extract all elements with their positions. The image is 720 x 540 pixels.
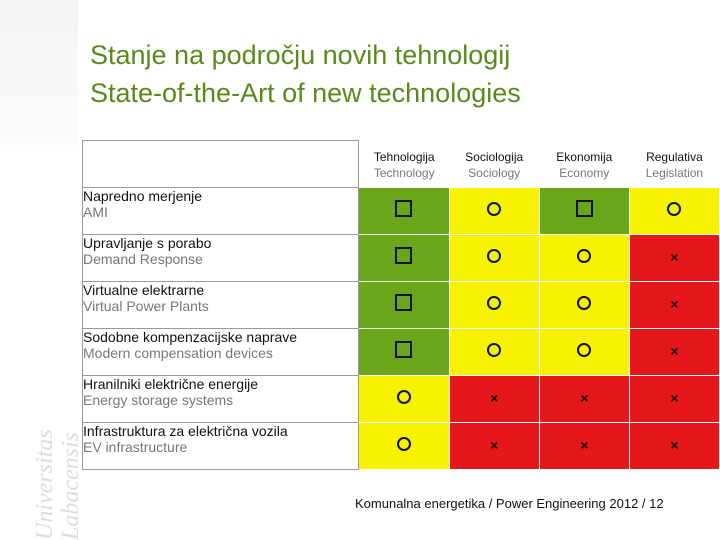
row-header-sl: Infrastruktura za električna vozila	[83, 423, 288, 439]
status-cell-yellow	[359, 423, 449, 470]
column-header	[539, 141, 629, 188]
column-header-en: Technology	[373, 165, 435, 180]
status-cell-yellow	[359, 376, 449, 423]
column-header-sl: Sociologija	[465, 149, 524, 164]
row-header-en: Energy storage systems	[83, 392, 234, 408]
status-cell-yellow	[449, 282, 539, 329]
cross-icon: ×	[490, 437, 499, 453]
column-header-en: Sociology	[468, 165, 521, 180]
row-header-sl: Sodobne kompenzacijske naprave	[83, 329, 298, 345]
status-cell-red	[539, 376, 629, 423]
cross-icon: ×	[490, 390, 499, 406]
column-header-sl: Regulativa	[646, 149, 703, 164]
circle-icon	[487, 249, 501, 263]
slide-title	[90, 36, 521, 112]
column-header-sl: Tehnologija	[373, 149, 435, 164]
status-cell-yellow	[449, 235, 539, 282]
university-wordmark	[32, 430, 82, 540]
cross-icon: ×	[580, 437, 589, 453]
row-header-en: EV infrastructure	[83, 439, 188, 455]
row-header-sl: Hranilniki električne energije	[83, 376, 259, 392]
column-header	[359, 141, 449, 188]
circle-icon	[487, 296, 501, 310]
square-icon	[395, 341, 412, 358]
cross-icon: ×	[670, 437, 679, 453]
cross-icon: ×	[670, 249, 679, 265]
row-header-sl: Napredno merjenje	[83, 188, 203, 204]
status-cell-red	[449, 423, 539, 470]
row-header	[83, 423, 359, 470]
status-cell-yellow	[449, 329, 539, 376]
cross-icon: ×	[580, 390, 589, 406]
table-row	[83, 188, 720, 235]
row-header-en: AMI	[83, 204, 108, 220]
status-cell-green	[359, 235, 449, 282]
row-header	[83, 235, 359, 282]
cross-icon: ×	[670, 390, 679, 406]
circle-icon	[577, 343, 591, 357]
circle-icon	[577, 296, 591, 310]
square-icon	[395, 200, 412, 217]
row-header	[83, 376, 359, 423]
status-cell-yellow	[539, 282, 629, 329]
university-building-logo	[0, 0, 78, 145]
status-cell-green	[359, 329, 449, 376]
row-header-en: Modern compensation devices	[83, 345, 273, 361]
status-cell-red	[629, 376, 719, 423]
circle-icon	[397, 437, 411, 451]
status-cell-red	[629, 329, 719, 376]
status-cell-green	[539, 188, 629, 235]
table-row	[83, 329, 720, 376]
column-header-sl: Ekonomija	[556, 149, 613, 164]
status-cell-red	[629, 423, 719, 470]
status-cell-yellow	[629, 188, 719, 235]
status-cell-yellow	[539, 329, 629, 376]
table-row	[83, 376, 720, 423]
row-header-en: Virtual Power Plants	[83, 298, 209, 314]
row-header	[83, 282, 359, 329]
table-row	[83, 282, 720, 329]
corner-cell	[83, 141, 359, 188]
table-body	[83, 188, 720, 470]
circle-icon	[487, 202, 501, 216]
status-cell-yellow	[539, 235, 629, 282]
assessment-table	[82, 140, 720, 470]
table-row	[83, 235, 720, 282]
status-cell-yellow	[449, 188, 539, 235]
status-cell-red	[449, 376, 539, 423]
status-cell-red	[629, 282, 719, 329]
row-header-en: Demand Response	[83, 251, 203, 267]
status-cell-green	[359, 282, 449, 329]
row-header-sl: Virtualne elektrarne	[83, 282, 205, 298]
circle-icon	[667, 202, 681, 216]
row-header-sl: Upravljanje s porabo	[83, 235, 212, 251]
cross-icon: ×	[670, 343, 679, 359]
wordmark-line1: Universitas	[32, 429, 58, 540]
circle-icon	[577, 249, 591, 263]
wordmark-line2: Labacensis	[58, 432, 84, 540]
circle-icon	[397, 390, 411, 404]
title-english: State-of-the-Art of new technologies	[90, 78, 521, 108]
status-cell-green	[359, 188, 449, 235]
status-cell-red	[629, 235, 719, 282]
square-icon	[395, 294, 412, 311]
column-header	[629, 141, 719, 188]
column-header	[449, 141, 539, 188]
square-icon	[576, 200, 593, 217]
column-header-en: Economy	[559, 165, 610, 180]
row-header	[83, 329, 359, 376]
square-icon	[395, 247, 412, 264]
header-row	[83, 141, 720, 188]
circle-icon	[487, 343, 501, 357]
column-header-en: Legislation	[645, 165, 704, 180]
title-slovene: Stanje na področju novih tehnologij	[90, 40, 511, 70]
row-header	[83, 188, 359, 235]
cross-icon: ×	[670, 296, 679, 312]
table-row	[83, 423, 720, 470]
status-cell-red	[539, 423, 629, 470]
slide-footer: Komunalna energetika / Power Engineering 2012 / 12	[355, 496, 664, 511]
